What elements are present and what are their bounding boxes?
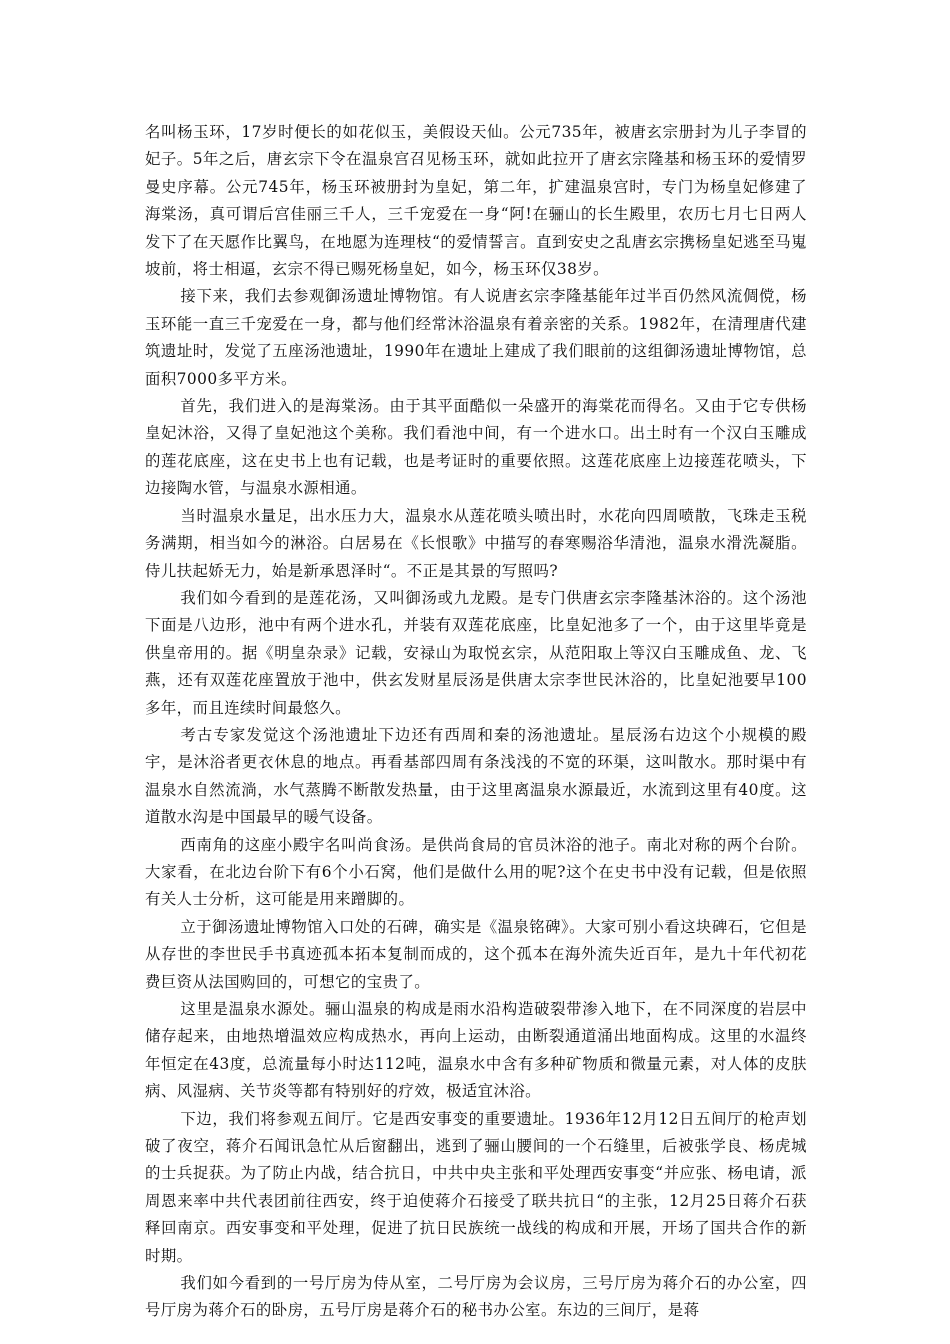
paragraph-8: 立于御汤遗址博物馆入口处的石碑，确实是《温泉铭碑》。大家可别小看这块碑石，它但是从存世的李世民手书真迹孤本拓本复制而成的，这个孤本在海外流失近百年，是九十年代初花费巨资从法国购回的，可想它的宝贵了。: [145, 917, 807, 991]
paragraph-1: 名叫杨玉环，17岁时便长的如花似玉，美假设天仙。公元735年，被唐玄宗册封为儿子李冒的妃子。5年之后，唐玄宗下令在温泉宫召见杨玉环，就如此拉开了唐玄宗隆基和杨玉环的爱情罗曼史序幕。公元745年，杨玉环被册封为皇妃，第二年，扩建温泉宫时，专门为杨皇妃修建了海棠汤，真可谓后宫佳丽三千人，三千宠爱在一身“阿!在骊山的长生殿里，农历七月七日两人发下了在天愿作比翼鸟，在地愿为连理枝“的爱情誓言。直到安史之乱唐玄宗携杨皇妃逃至马嵬坡前，将士相逼，玄宗不得已赐死杨皇妃，如今，杨玉环仅38岁。: [145, 123, 807, 279]
paragraph-4: 当时温泉水量足，出水压力大，温泉水从莲花喷头喷出时，水花向四周喷散，飞珠走玉税务满期，相当如今的淋浴。白居易在《长恨歌》中描写的春寒赐浴华清池，温泉水滑洗凝脂。侍儿扶起娇无力，始是新承恩泽时“。不正是其景的写照吗?: [145, 506, 807, 580]
paragraph-11: 我们如今看到的一号厅房为侍从室，二号厅房为会议房，三号厅房为蒋介石的办公室，四号厅房为蒋介石的卧房，五号厅房是蒋介石的秘书办公室。东边的三间厅，是蒋: [145, 1274, 807, 1320]
paragraph-2: 接下来，我们去参观御汤遗址博物馆。有人说唐玄宗李隆基能年过半百仍然风流倜傥，杨玉环能一直三千宠爱在一身，都与他们经常沐浴温泉有着亲密的关系。1982年，在清理唐代建筑遗址时，发觉了五座汤池遗址，1990年在遗址上建成了我们眼前的这组御汤遗址博物馆，总面积7000多平方米。: [145, 287, 807, 388]
paragraph-6: 考古专家发觉这个汤池遗址下边还有西周和秦的汤池遗址。星辰汤右边这个小规模的殿宇，是沐浴者更衣休息的地点。再看基部四周有条浅浅的不宽的环渠，这叫散水。那时渠中有温泉水自然流淌，水气蒸腾不断散发热量，由于这里离温泉水源最近，水流到这里有40度。这道散水沟是中国最早的暖气设备。: [145, 725, 807, 827]
document-body: [145, 119, 807, 1325]
paragraph-7: 西南角的这座小殿宇名叫尚食汤。是供尚食局的官员沐浴的池子。南北对称的两个台阶。大家看，在北边台阶下有6个小石窝，他们是做什么用的呢?这个在史书中没有记载，但是依照有关人士分析，这可能是用来蹭脚的。: [145, 835, 807, 909]
paragraph-5: 我们如今看到的是莲花汤，又叫御汤或九龙殿。是专门供唐玄宗李隆基沐浴的。这个汤池下面是八边形，池中有两个进水孔，并装有双莲花底座，比皇妃池多了一个，由于这里毕竟是供皇帝用的。据《明皇杂录》记载，安禄山为取悦玄宗，从范阳取上等汉白玉雕成鱼、龙、飞燕，还有双莲花座置放于池中，供玄发财星辰汤是供唐太宗李世民沐浴的，比皇妃池要早100多年，而且连续时间最悠久。: [145, 588, 807, 717]
paragraph-3: 首先，我们进入的是海棠汤。由于其平面酷似一朵盛开的海棠花而得名。又由于它专供杨皇妃沐浴，又得了皇妃池这个美称。我们看池中间，有一个进水口。出土时有一个汉白玉雕成的莲花底座，这在史书上也有记载，也是考证时的重要依照。这莲花底座上边接莲花喷头，下边接陶水管，与温泉水源相通。: [145, 397, 807, 498]
paragraph-10: 下边，我们将参观五间厅。它是西安事变的重要遗址。1936年12月12日五间厅的枪声划破了夜空，蒋介石闻讯急忙从后窗翻出，逃到了骊山腰间的一个石缝里，后被张学良、杨虎城的士兵捉获。为了防止内战，结合抗日，中共中央主张和平处理西安事变“并应张、杨电请，派周恩来率中共代表团前往西安，终于迫使蒋介石接受了联共抗日“的主张，12月25日蒋介石获释回南京。西安事变和平处理，促进了抗日民族统一战线的构成和开展，开场了国共合作的新时期。: [145, 1109, 807, 1265]
paragraph-9: 这里是温泉水源处。骊山温泉的构成是雨水沿构造破裂带渗入地下，在不同深度的岩层中储存起来，由地热增温效应构成热水，再向上运动，由断裂通道涌出地面构成。这里的水温终年恒定在43度，总流量每小时达112吨，温泉水中含有多种矿物质和微量元素，对人体的皮肤病、风湿病、关节炎等都有特别好的疗效，极适宜沐浴。: [145, 1000, 807, 1101]
